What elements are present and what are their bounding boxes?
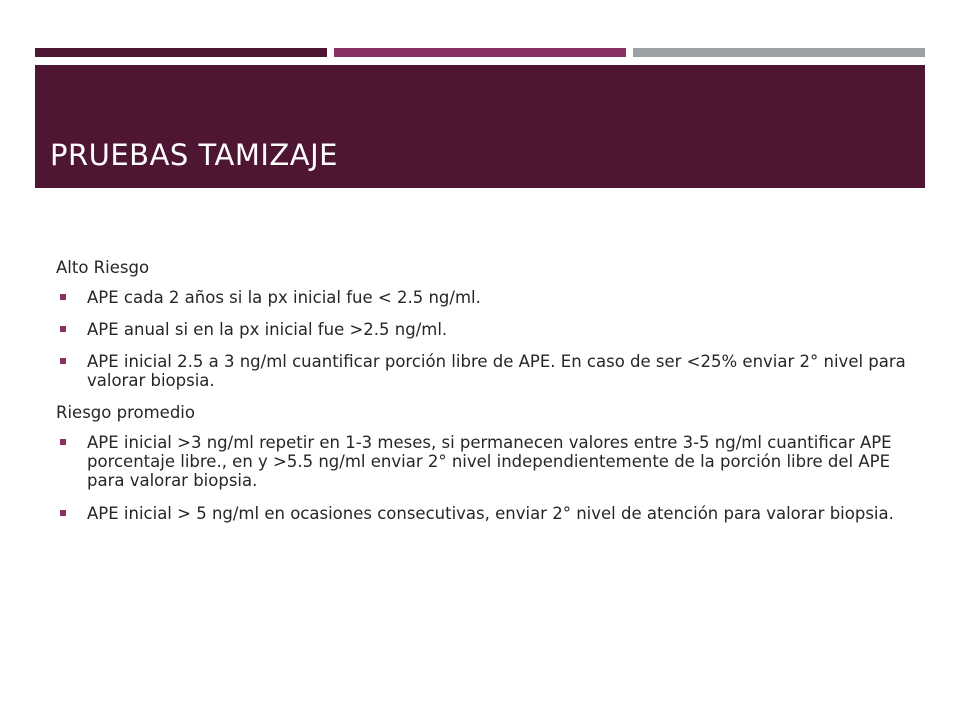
slide-body bbox=[56, 258, 906, 537]
list-item-text: APE anual si en la px inicial fue >2.5 ng/ml. bbox=[87, 320, 448, 339]
section-heading-alto-riesgo: Alto Riesgo bbox=[56, 258, 150, 277]
list-item bbox=[56, 320, 906, 339]
list-item-text: APE inicial >3 ng/ml repetir en 1-3 meses, si permanecen valores entre 3-5 ng/ml cuantificar APE porcentaje libre., en y >5.5 ng/ml enviar 2° nivel independientemente de la porción libre del APE para valorar biopsia. bbox=[87, 433, 892, 490]
square-bullet-icon bbox=[60, 510, 66, 516]
accent-bar-magenta bbox=[334, 48, 626, 57]
list-item bbox=[56, 504, 906, 523]
square-bullet-icon bbox=[60, 439, 66, 445]
list-item bbox=[56, 433, 906, 490]
slide-title: PRUEBAS TAMIZAJE bbox=[50, 138, 339, 172]
square-bullet-icon bbox=[60, 294, 66, 300]
list-item bbox=[56, 352, 906, 390]
list-item-text: APE cada 2 años si la px inicial fue < 2.5 ng/ml. bbox=[87, 288, 481, 307]
bullet-list-riesgo-promedio bbox=[56, 433, 906, 523]
list-item-text: APE inicial 2.5 a 3 ng/ml cuantificar porción libre de APE. En caso de ser <25% enviar 2° nivel para valorar biopsia. bbox=[87, 352, 906, 390]
accent-bar-gray bbox=[633, 48, 925, 57]
square-bullet-icon bbox=[60, 326, 66, 332]
top-accent-bars bbox=[35, 48, 925, 57]
list-item bbox=[56, 288, 906, 307]
title-band bbox=[35, 65, 925, 188]
square-bullet-icon bbox=[60, 358, 66, 364]
accent-bar-dark bbox=[35, 48, 327, 57]
list-item-text: APE inicial > 5 ng/ml en ocasiones consecutivas, enviar 2° nivel de atención para valorar biopsia. bbox=[87, 504, 894, 523]
bullet-list-alto-riesgo bbox=[56, 288, 906, 390]
section-heading-riesgo-promedio: Riesgo promedio bbox=[56, 403, 195, 422]
